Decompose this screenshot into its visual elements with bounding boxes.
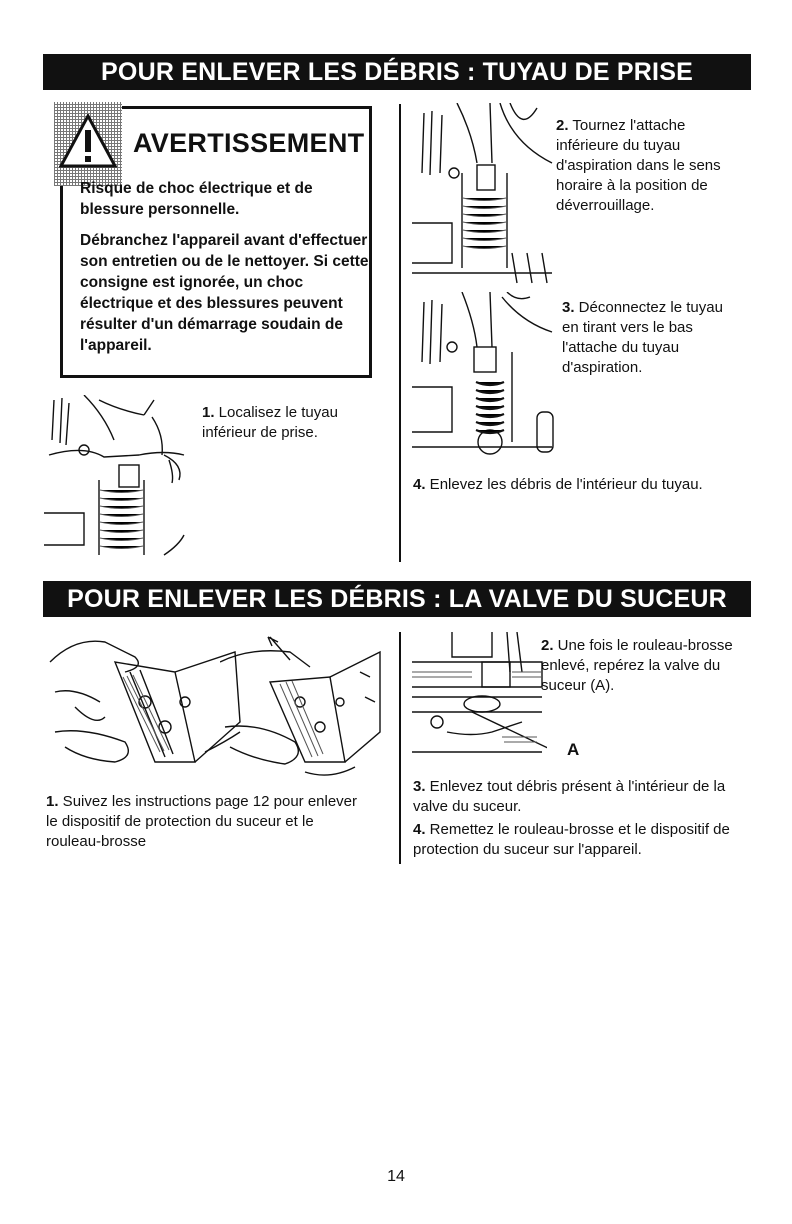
step-3-clean-valve: 3. Enlevez tout débris présent à l'intérieur de la valve du suceur. [413,778,726,815]
column-divider [399,104,401,562]
page-number: 14 [387,1168,405,1185]
step-1-remove-guard: 1. Suivez les instructions page 12 pour enlever le dispositif de protection du suceur et le rouleau-brosse [46,793,358,850]
section-title-valve: POUR ENLEVER LES DÉBRIS : LA VALVE DU SUCEUR [43,581,751,617]
warning-instruction: Débranchez l'appareil avant d'effectuer son entretien ou de le nettoyer. Si cette consigne est ignorée, un choc électrique et des blessures peuvent résulter d'un démarrage soudain de l'appareil. [80,232,369,354]
illustration-nozzle-valve [412,632,547,767]
step-2-turn-clip: 2. Tournez l'attache inférieure du tuyau d'aspiration dans le sens horaire à la position de déverrouillage. [556,117,721,214]
illustration-disconnect-hose [412,292,562,462]
warning-risk: Risque de choc électrique et de blessure personnelle. [80,180,313,218]
step-2-locate-valve: 2. Une fois le rouleau-brosse enlevé, repérez la valve du suceur (A). [541,637,733,694]
illustration-locate-hose [44,395,204,560]
illustration-remove-guard-2 [220,632,385,782]
step-1-locate-hose: 1. Localisez le tuyau inférieur de prise. [202,404,338,441]
valve-callout-label: A [567,740,580,759]
warning-triangle-icon [54,102,122,186]
step-4-reassemble: 4. Remettez le rouleau-brosse et le dispositif de protection du suceur sur l'appareil. [413,821,730,858]
step-4-remove-debris: 4. Enlevez les débris de l'intérieur du tuyau. [413,476,703,493]
illustration-turn-hose-clip [412,103,557,288]
column-divider-2 [399,632,401,864]
step-3-disconnect-hose: 3. Déconnectez le tuyau en tirant vers le bas l'attache du tuyau d'aspiration. [562,299,723,376]
section-title-hose: POUR ENLEVER LES DÉBRIS : TUYAU DE PRISE [43,54,751,90]
warning-title: AVERTISSEMENT [133,128,365,158]
illustration-remove-guard-1 [45,632,245,782]
